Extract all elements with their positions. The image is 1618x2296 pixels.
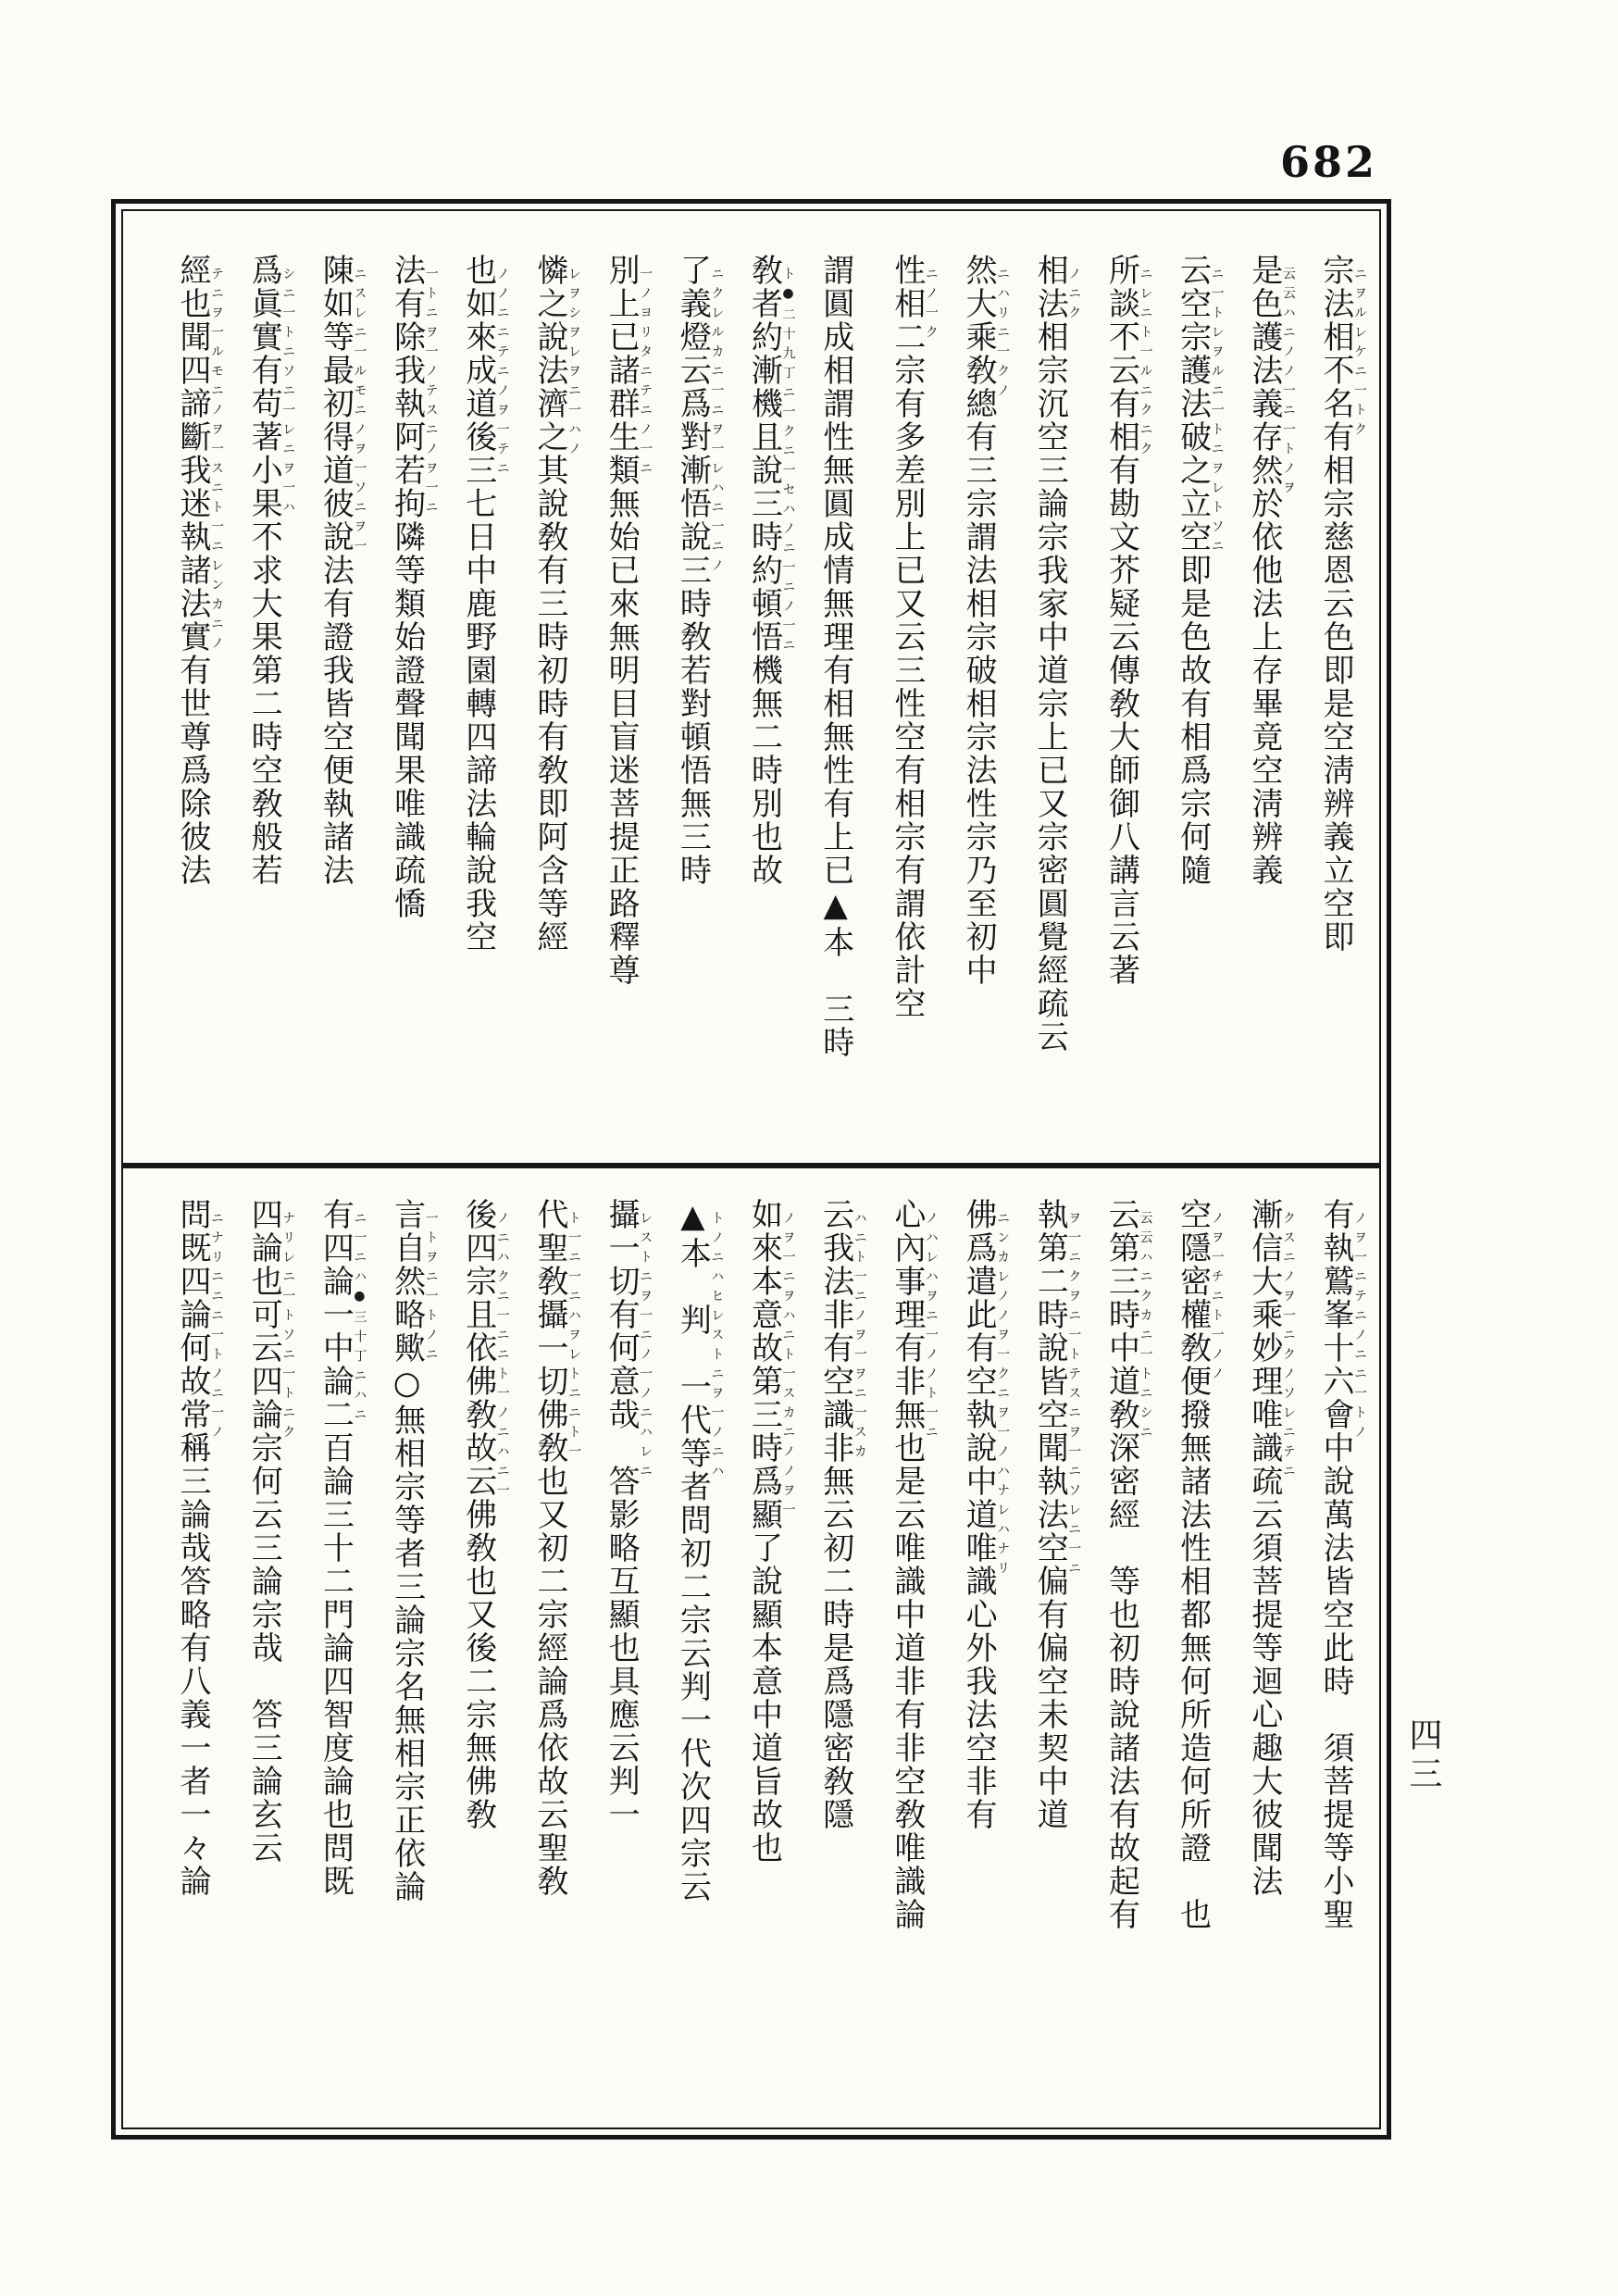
column-main-text: 性相二宗有多差別上已又云三性空有相宗有謂依計空 bbox=[888, 254, 926, 1020]
column-kunten-marks: ノヲ一ニヲハニト一スカニノノヲ一 bbox=[780, 1211, 796, 1522]
text-column bbox=[579, 1198, 653, 2089]
column-main-text: 云第三時中道敎深密經 等也初時說諸法有故起有 bbox=[1102, 1198, 1140, 1931]
text-column bbox=[793, 1198, 865, 2089]
text-column bbox=[436, 1198, 510, 2089]
page-border-frame bbox=[111, 199, 1391, 2140]
column-main-text: 經也聞四諦斷我迷執諸法實有世尊爲除彼法 bbox=[174, 254, 211, 887]
text-column bbox=[1007, 1198, 1082, 2089]
column-kunten-marks: クスニノヲ一ニクノソレニテニ bbox=[1280, 1211, 1296, 1483]
text-column bbox=[1222, 1198, 1296, 2089]
column-main-text: 也如來成道後三七日中鹿野園轉四諦法輪說我空 bbox=[459, 254, 497, 954]
column-main-text: 法有除我執阿若拘隣等類始證聲聞果唯識疏憍 bbox=[388, 254, 426, 920]
column-main-text: 敎者約漸機且說三時約頓悟機無二時別也故 bbox=[745, 254, 783, 887]
upper-text-block bbox=[138, 254, 1367, 1154]
text-column bbox=[1150, 254, 1225, 1154]
text-column bbox=[150, 254, 224, 1154]
text-column bbox=[150, 1198, 224, 2089]
page-border-frame-inner bbox=[121, 209, 1381, 2129]
column-main-text: 佛爲遣此有空執說中道唯識心外我法空非有 bbox=[960, 1198, 998, 1831]
text-column bbox=[579, 254, 653, 1154]
text-column bbox=[364, 254, 439, 1154]
column-main-text: 宗法相不名有相宗慈恩云色即是空淸辨義立空即 bbox=[1317, 254, 1354, 954]
text-column bbox=[364, 1198, 439, 2089]
column-main-text: 如來本意故第三時爲顯了說顯本意中道旨故也 bbox=[745, 1198, 783, 1865]
column-main-text: 了義燈云爲對漸悟說三時敎若對頓悟無三時 bbox=[674, 254, 712, 887]
text-column bbox=[1222, 254, 1296, 1154]
column-kunten-marks: レストニヲ一ニノ一ノニハレニ bbox=[638, 1211, 653, 1483]
text-column bbox=[650, 254, 725, 1154]
lower-text-block bbox=[138, 1198, 1367, 2089]
column-main-text: 空隱密權敎便撥無諸法性相都無何所造何所證 也 bbox=[1174, 1198, 1212, 1931]
text-column bbox=[1293, 1198, 1367, 2089]
text-column bbox=[793, 254, 865, 1154]
column-main-text: 問既四論何故常稱三論哉答略有八義一者一々論 bbox=[174, 1198, 211, 1898]
column-kunten-marks: ニナリニニニ一トノニ一ノ bbox=[209, 1211, 224, 1444]
column-main-text: 云我法非有空識非無云初二時是爲隱密敎隱 bbox=[816, 1198, 854, 1831]
column-kunten-marks: ニレニト一ルニクニク bbox=[1138, 267, 1153, 461]
column-kunten-marks: ノヲ一チニト一ノノ bbox=[1209, 1211, 1225, 1386]
column-kunten-marks: 一トニヲ一ノテスニノヲ一ニ bbox=[423, 267, 439, 519]
column-kunten-marks: 云云ハニノノ一ニ一トノヲ bbox=[1280, 267, 1296, 500]
text-column bbox=[507, 1198, 579, 2089]
column-main-text: 云空宗護法破之立空即是色故有相爲宗何隨 bbox=[1174, 254, 1212, 887]
column-main-text: 攝一切有何意哉 答影略互顯也具應云判一 bbox=[603, 1198, 641, 1831]
text-column bbox=[936, 254, 1011, 1154]
column-kunten-marks: ニスレニ一ルモニノヲ一ソニヲ一 bbox=[352, 267, 367, 558]
column-kunten-marks: ニ一ニハ●三十丁ニハニ bbox=[352, 1211, 367, 1427]
column-kunten-marks: ノニク bbox=[1066, 267, 1082, 325]
column-kunten-marks: 一ノヨリタニテニノ一ニ bbox=[638, 267, 653, 480]
column-kunten-marks: トノニハヒレストニヲ一ノニハ bbox=[709, 1211, 725, 1483]
column-main-text: 憐之說法濟之其說敎有三時初時有敎即阿含等經 bbox=[530, 254, 568, 954]
column-kunten-marks: 一トヲニ一トノニ bbox=[423, 1211, 439, 1366]
column-kunten-marks: ニノ一ク bbox=[923, 267, 939, 344]
text-column bbox=[221, 1198, 296, 2089]
column-main-text: 是色護法義存然於依他法上存畢竟空淸辨義 bbox=[1245, 254, 1283, 887]
text-column bbox=[1293, 254, 1367, 1154]
column-kunten-marks: 云云ハニクカニ一トニシニ bbox=[1138, 1211, 1153, 1444]
block-divider-rule bbox=[121, 1163, 1381, 1168]
column-kunten-marks: ト●二十九丁ニ一クニ一セハノニ一ニノ一ニ bbox=[780, 267, 796, 657]
column-main-text: 漸信大乘妙理唯識疏云須菩提等迴心趣大彼聞法 bbox=[1245, 1198, 1283, 1898]
page-number: 682 bbox=[1280, 137, 1378, 187]
column-kunten-marks: ニンカレノノヲ一クニヲ一ノハナレハナリ bbox=[995, 1211, 1011, 1580]
text-column bbox=[650, 1198, 725, 2089]
column-main-text: 別上已諸群生類無始已來無明目盲迷菩提正路釋尊 bbox=[603, 254, 641, 987]
column-main-text: 心內事理有非無也是云唯識中道非有非空敎唯識論 bbox=[888, 1198, 926, 1931]
text-column bbox=[1078, 1198, 1153, 2089]
column-kunten-marks: ノノニニテニノヲ一テニ bbox=[494, 267, 510, 480]
column-kunten-marks: ノニハクニ一ニニト一ノニハニ一 bbox=[494, 1211, 510, 1503]
text-column bbox=[1150, 1198, 1225, 2089]
text-column bbox=[221, 254, 296, 1154]
text-column bbox=[292, 1198, 367, 2089]
column-kunten-marks: シニ一トニソニ一レニヲ一ハ bbox=[280, 267, 296, 519]
column-main-text: 四論也可云四論宗何云三論宗哉 答三論玄云 bbox=[245, 1198, 283, 1865]
text-column bbox=[436, 254, 510, 1154]
column-main-text: 有四論一中論二百論三十二門論四智度論也問既 bbox=[317, 1198, 355, 1898]
column-main-text: 爲眞實有苟著小果不求大果第二時空敎般若 bbox=[245, 254, 283, 887]
text-column bbox=[1007, 254, 1082, 1154]
text-column bbox=[721, 1198, 796, 2089]
column-kunten-marks: ニ一トレヲルニ一トニヲレトソニ bbox=[1209, 267, 1225, 558]
column-main-text: 有執鷲峯十六會中說萬法皆空此時 須菩提等小聖 bbox=[1317, 1198, 1354, 1931]
column-kunten-marks: ヲ一ニクヲニ一トテスニヲ一ニソレニ一ニ bbox=[1066, 1211, 1082, 1580]
column-main-text: 然大乘敎總有三宗謂法相宗破相宗法性宗乃至初中 bbox=[960, 254, 998, 987]
column-kunten-marks: ト一ニ一ニハヲレトニニト一 bbox=[566, 1211, 581, 1464]
column-main-text: 陳如等最初得道彼說法有證我皆空便執諸法 bbox=[317, 254, 355, 887]
column-main-text: ▲本 判 一代等者問初二宗云判一代次四宗云 bbox=[674, 1198, 712, 1903]
column-main-text: 言自然略歟○無相宗等者三論宗名無相宗正依論 bbox=[388, 1198, 426, 1903]
text-column bbox=[721, 254, 796, 1154]
column-kunten-marks: レヲシヲレヲニ一ハノ bbox=[566, 267, 581, 461]
column-main-text: 所談不云有相有勘文芥疑云傳敎大師御八講言云著 bbox=[1102, 254, 1140, 987]
text-column bbox=[936, 1198, 1011, 2089]
column-kunten-marks: ニヲルレケニ一トク bbox=[1352, 267, 1367, 442]
column-kunten-marks: ノヲ一ニテニノニニ一トノ bbox=[1352, 1211, 1367, 1444]
column-main-text: 相法相宗沉空三論宗我家中道宗上已又宗密圓覺經疏云 bbox=[1031, 254, 1069, 1054]
column-main-text: 謂圓成相謂性無圓成情無理有相無性有上已▲本 三時 bbox=[816, 254, 854, 1059]
column-kunten-marks: テニヲ一ルモニノヲ一スニト一ニレンカニノ bbox=[209, 267, 224, 655]
text-column bbox=[865, 1198, 939, 2089]
text-column bbox=[865, 254, 939, 1154]
text-column bbox=[1078, 254, 1153, 1154]
text-column bbox=[507, 254, 579, 1154]
column-main-text: 執第二時說皆空聞執法空偏有偏空未契中道 bbox=[1031, 1198, 1069, 1831]
column-kunten-marks: ノハレハヲニ一ノノト一ニ bbox=[923, 1211, 939, 1444]
column-kunten-marks: ニクレルカニ一ニヲ一レハニ一ニノ bbox=[709, 267, 725, 578]
column-kunten-marks: ニハリニ一クノ bbox=[995, 267, 1011, 403]
column-main-text: 代聖敎攝一切佛敎也又初二宗經論爲依故云聖敎 bbox=[530, 1198, 568, 1898]
text-column bbox=[292, 254, 367, 1154]
column-kunten-marks: ナリレニ一トソニ一トニク bbox=[280, 1211, 296, 1444]
folio-number: 四三 bbox=[1404, 1717, 1442, 1795]
column-kunten-marks: ハニト一ニノヲ一ヲニ一スカ bbox=[852, 1211, 867, 1464]
column-main-text: 後四宗且依佛敎故云佛敎也又後二宗無佛敎 bbox=[459, 1198, 497, 1831]
